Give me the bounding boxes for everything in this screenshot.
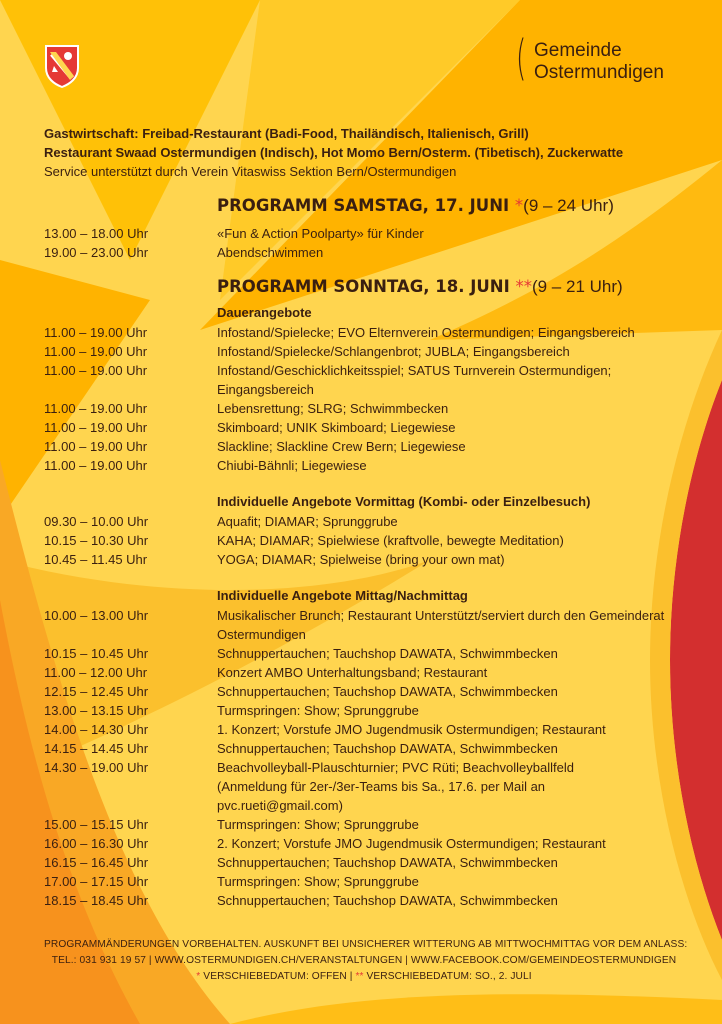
row-time: 14.15 – 14.45 Uhr — [44, 741, 149, 756]
row-time: 14.00 – 14.30 Uhr — [44, 722, 149, 737]
row-desc: KAHA; DIAMAR; Spielwiese (kraftvolle, bewegte Meditation) — [217, 533, 564, 548]
row-time: 13.00 – 13.15 Uhr — [44, 703, 149, 718]
sunday-title: PROGRAMM SONNTAG, 18. JUNI — [217, 277, 510, 296]
row-time: 11.00 – 19.00 Uhr — [44, 325, 148, 340]
row-time: 11.00 – 19.00 Uhr — [44, 420, 148, 435]
intro-line-3: Service unterstützt durch Verein Vitaswiss Sektion Bern/Ostermundigen — [44, 164, 457, 179]
row-desc: Konzert AMBO Unterhaltungsband; Restaurant — [217, 665, 488, 680]
section-heading: Individuelle Angebote Vormittag (Kombi- oder Einzelbesuch) — [217, 494, 591, 509]
row-time: 14.30 – 19.00 Uhr — [44, 760, 149, 775]
row-desc: Skimboard; UNIK Skimboard; Liegewiese — [217, 420, 456, 435]
row-desc: Schnuppertauchen; Tauchshop DAWATA, Schwimmbecken — [217, 684, 558, 699]
row-desc: Musikalischer Brunch; Restaurant Unterstützt/serviert durch den Gemeinderat Ostermundigen — [217, 608, 665, 642]
row-desc: Turmspringen: Show; Sprunggrube — [217, 874, 419, 889]
footer-line-2: TEL.: 031 931 19 57 | WWW.OSTERMUNDIGEN.CH/VERANSTALTUNGEN | WWW.FACEBOOK.COM/GEMEINDEOSTERMUNDIGEN — [51, 955, 677, 966]
row-time: 10.00 – 13.00 Uhr — [44, 608, 149, 623]
row-desc: «Fun & Action Poolparty» für Kinder — [217, 226, 424, 241]
brand-paren: ( — [516, 30, 527, 86]
row-time: 13.00 – 18.00 Uhr — [44, 226, 149, 241]
row-time: 18.15 – 18.45 Uhr — [44, 893, 149, 908]
row-time: 10.45 – 11.45 Uhr — [44, 552, 148, 567]
footer-line-1: PROGRAMMÄNDERUNGEN VORBEHALTEN. AUSKUNFT BEI UNSICHERER WITTERUNG AB MITTWOCHMITTAG VOR DEM ANLASS: — [44, 939, 688, 950]
row-desc: Schnuppertauchen; Tauchshop DAWATA, Schwimmbecken — [217, 646, 558, 661]
row-desc: Aquafit; DIAMAR; Sprunggrube — [217, 514, 398, 529]
row-time: 16.00 – 16.30 Uhr — [44, 836, 149, 851]
brand-line-2: Ostermundigen — [534, 62, 664, 83]
footer-line-3a: VERSCHIEBEDATUM: OFFEN | — [200, 971, 356, 982]
row-desc: Infostand/Spielecke; EVO Elternverein Ostermundigen; Eingangsbereich — [217, 325, 635, 340]
row-time: 11.00 – 19.00 Uhr — [44, 401, 148, 416]
row-desc: 1. Konzert; Vorstufe JMO Jugendmusik Ostermundigen; Restaurant — [217, 722, 606, 737]
row-desc: Infostand/Geschicklichkeitsspiel; SATUS Turnverein Ostermundigen; Eingangsbereich — [217, 363, 612, 397]
intro-line-2: Restaurant Swaad Ostermundigen (Indisch), Hot Momo Bern/Osterm. (Tibetisch), Zuckerwatte — [44, 145, 624, 160]
row-desc: Beachvolleyball-Plauschturnier; PVC Rüti; Beachvolleyballfeld (Anmeldung für 2er-/3er-Teams bis Sa., 17.6. per Mail an pvc.rueti@gmail.com) — [217, 760, 574, 813]
row-time: 17.00 – 17.15 Uhr — [44, 874, 149, 889]
row-time: 16.15 – 16.45 Uhr — [44, 855, 149, 870]
row-time: 11.00 – 19.00 Uhr — [44, 363, 148, 378]
saturday-title: PROGRAMM SAMSTAG, 17. JUNI — [217, 196, 510, 215]
row-time: 10.15 – 10.45 Uhr — [44, 646, 149, 661]
row-desc: Slackline; Slackline Crew Bern; Liegewiese — [217, 439, 466, 454]
saturday-star: * — [514, 196, 524, 215]
row-desc: YOGA; DIAMAR; Spielweise (bring your own mat) — [217, 552, 505, 567]
row-desc: Schnuppertauchen; Tauchshop DAWATA, Schwimmbecken — [217, 855, 558, 870]
row-desc: Abendschwimmen — [217, 245, 324, 260]
intro-line-1: Gastwirtschaft: Freibad-Restaurant (Badi-Food, Thailändisch, Italienisch, Grill) — [44, 126, 529, 141]
section-heading: Dauerangebote — [217, 305, 312, 320]
brand-line-1: Gemeinde — [534, 40, 622, 61]
footer-star-1: * — [196, 971, 201, 982]
intro-block — [44, 124, 684, 181]
row-desc: 2. Konzert; Vorstufe JMO Jugendmusik Ostermundigen; Restaurant — [217, 836, 606, 851]
ostermundigen-crest-icon — [44, 44, 80, 88]
row-time: 11.00 – 19.00 Uhr — [44, 458, 148, 473]
row-desc: Turmspringen: Show; Sprunggrube — [217, 817, 419, 832]
row-desc: Infostand/Spielecke/Schlangenbrot; JUBLA; Eingangsbereich — [217, 344, 570, 359]
saturday-heading — [217, 196, 614, 216]
row-time: 15.00 – 15.15 Uhr — [44, 817, 149, 832]
row-time: 10.15 – 10.30 Uhr — [44, 533, 149, 548]
row-desc: Lebensrettung; SLRG; Schwimmbecken — [217, 401, 449, 416]
sunday-star: ** — [515, 277, 532, 296]
row-desc: Schnuppertauchen; Tauchshop DAWATA, Schwimmbecken — [217, 741, 558, 756]
row-time: 12.15 – 12.45 Uhr — [44, 684, 149, 699]
footer-notes — [44, 937, 688, 985]
row-desc: Chiubi-Bähnli; Liegewiese — [217, 458, 367, 473]
footer-line-3b: VERSCHIEBEDATUM: SO., 2. JULI — [363, 971, 532, 982]
row-time: 11.00 – 19.00 Uhr — [44, 344, 148, 359]
sunday-heading — [217, 277, 623, 297]
row-desc: Schnuppertauchen; Tauchshop DAWATA, Schwimmbecken — [217, 893, 558, 908]
footer-line-3 — [44, 969, 684, 985]
row-time: 19.00 – 23.00 Uhr — [44, 245, 149, 260]
sunday-hours: (9 – 21 Uhr) — [531, 277, 623, 296]
footer-star-2: ** — [355, 971, 364, 982]
section-heading: Individuelle Angebote Mittag/Nachmittag — [217, 588, 468, 603]
row-time: 11.00 – 19.00 Uhr — [44, 439, 148, 454]
saturday-hours: (9 – 24 Uhr) — [523, 196, 614, 215]
row-desc: Turmspringen: Show; Sprunggrube — [217, 703, 419, 718]
row-time: 09.30 – 10.00 Uhr — [44, 514, 149, 529]
row-time: 11.00 – 12.00 Uhr — [44, 665, 148, 680]
